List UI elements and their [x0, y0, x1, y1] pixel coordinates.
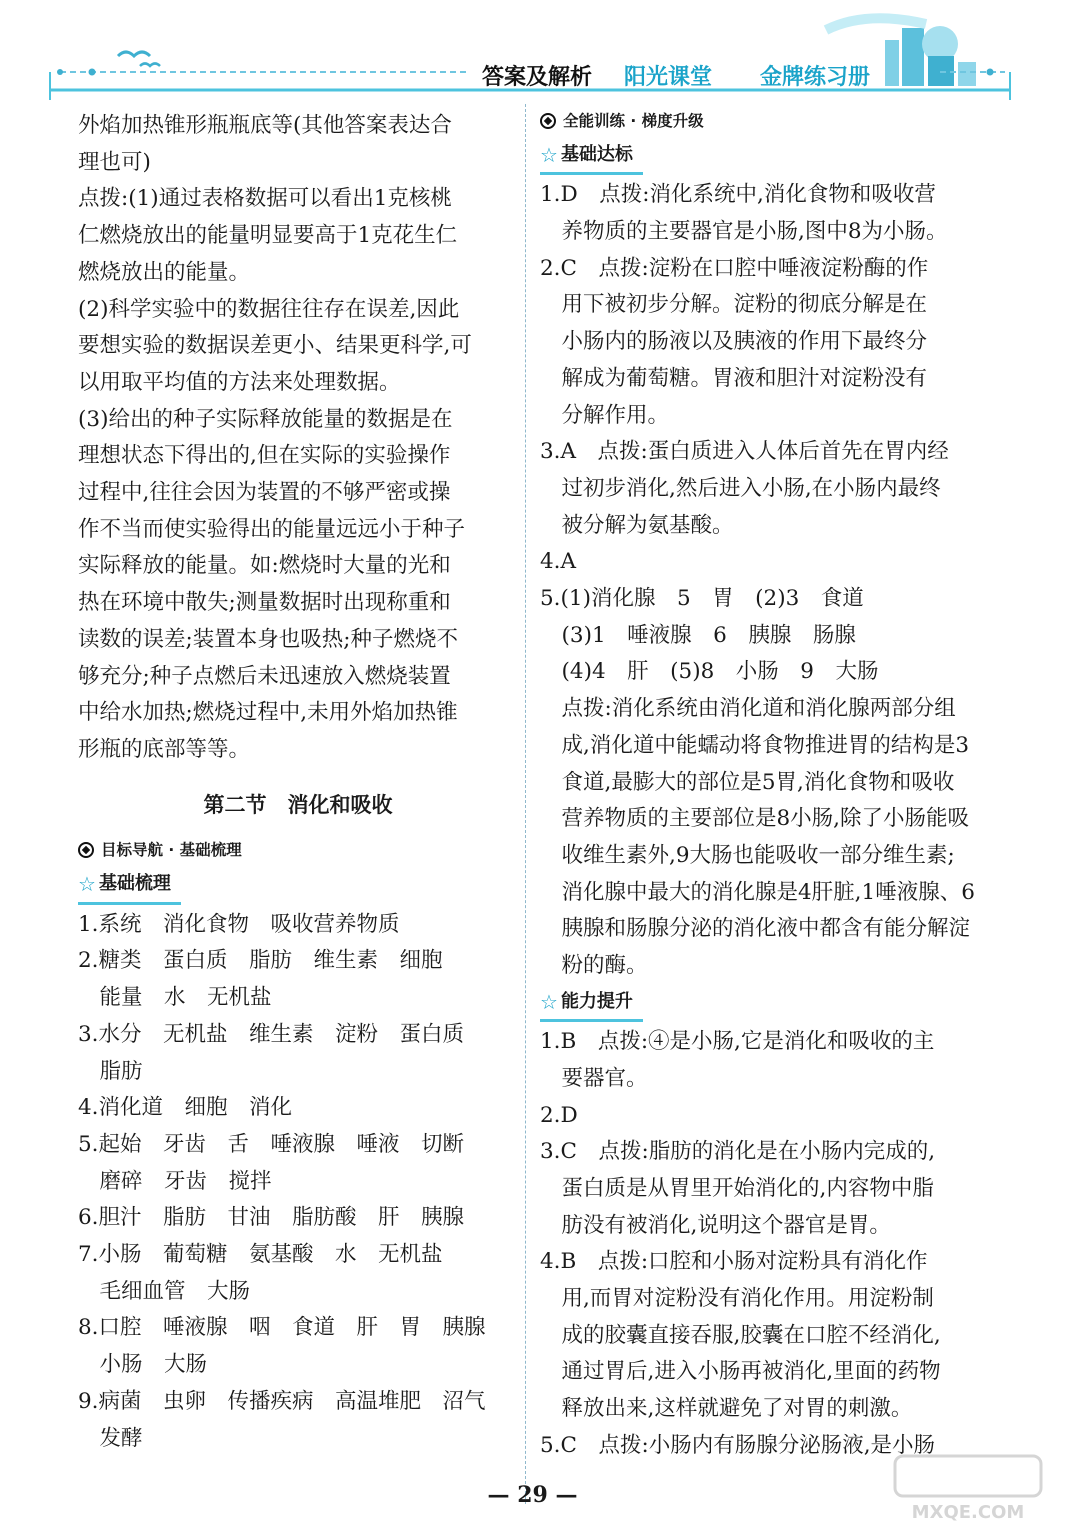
text-line: 理也可): [78, 149, 151, 175]
list-item: 4.消化道 细胞 消化: [78, 1095, 293, 1121]
text-line: (3)给出的种子实际释放能量的数据是在: [78, 406, 453, 432]
answer-line: 养物质的主要器官是小肠,图中8为小肠。: [540, 219, 948, 245]
star-icon: ☆: [540, 989, 558, 1014]
star-icon: ☆: [540, 143, 558, 167]
answer-line: 粉的酶。: [540, 953, 648, 979]
answer-line: 食道,最膨大的部位是5胃,消化食物和吸收: [540, 769, 955, 795]
left-column: [78, 108, 518, 1457]
text-line: 作不当而使实验得出的能量远远小于种子: [78, 516, 466, 542]
list-item: 能量 水 无机盐: [78, 985, 272, 1011]
list-item: 7.小肠 葡萄糖 氨基酸 水 无机盐: [78, 1242, 443, 1268]
answer-line: 蛋白质是从胃里开始消化的,内容物中脂: [540, 1175, 934, 1201]
list-item: 5.起始 牙齿 舌 唾液腺 唾液 切断: [78, 1131, 465, 1157]
answer-line: 3.A 点拨:蛋白质进入人体后首先在胃内经: [540, 439, 949, 465]
watermark-text: MXQE.COM: [911, 1502, 1025, 1523]
list-item: 发酵: [78, 1425, 143, 1451]
right-column: [540, 108, 1000, 1465]
list-item: 8.口腔 唾液腺 咽 食道 肝 胃 胰腺: [78, 1315, 486, 1341]
column-divider: [525, 104, 526, 1504]
text-line: 以用取平均值的方法来处理数据。: [78, 369, 401, 395]
subheading-label: 基础达标: [560, 144, 633, 165]
answer-line: 5.C 点拨:小肠内有肠腺分泌肠液,是小肠: [540, 1432, 936, 1458]
text-line: 够充分;种子点燃后未迅速放入燃烧装置: [78, 663, 451, 689]
subheading: [540, 138, 643, 175]
answer-line: 营养物质的主要部位是8小肠,除了小肠能吸: [540, 806, 970, 832]
answer-line: 1.D 点拨:消化系统中,消化食物和吸收营: [540, 182, 936, 208]
answer-line: 胰腺和肠腺分泌的消化液中都含有能分解淀: [540, 916, 971, 942]
list-item: 磨碎 牙齿 搅拌: [78, 1168, 272, 1194]
page-header: [0, 0, 1065, 100]
list-item: 毛细血管 大肠: [78, 1278, 251, 1304]
answer-line: 4.B 点拨:口腔和小肠对淀粉具有消化作: [540, 1249, 928, 1275]
band-label: 全能训练 · 梯度升级: [563, 111, 704, 130]
answer-line: 解成为葡萄糖。胃液和胆汁对淀粉没有: [540, 365, 928, 391]
section-band: [540, 104, 1000, 138]
left-answer-continuation: [78, 108, 518, 769]
header-title: 答案及解析: [482, 65, 593, 90]
answer-line: (3)1 唾液腺 6 胰腺 肠腺: [540, 622, 856, 648]
subheading-label: 基础梳理: [98, 873, 171, 895]
list-item: 6.胆汁 脂肪 甘油 脂肪酸 肝 胰腺: [78, 1205, 465, 1231]
answer-line: 1.B 点拨:④是小肠,它是消化和吸收的主: [540, 1029, 935, 1055]
text-line: (2)科学实验中的数据往往存在误差,因此: [78, 296, 460, 322]
watermark-logo: [893, 1454, 1043, 1524]
section-band: [78, 833, 518, 867]
text-line: 形瓶的底部等等。: [78, 736, 251, 762]
text-line: 燃烧放出的能量。: [78, 259, 251, 285]
text-line: 要想实验的数据误差更小、结果更科学,可: [78, 333, 472, 359]
text-line: 理想状态下得出的,但在实际的实验操作: [78, 443, 451, 469]
subheading: [78, 868, 181, 905]
header-brand-2: 金牌练习册: [760, 65, 871, 90]
diamond-icon: [78, 842, 94, 858]
band-label: 目标导航 · 基础梳理: [101, 841, 242, 860]
answer-line: 2.C 点拨:淀粉在口腔中唾液淀粉酶的作: [540, 255, 929, 281]
answer-line: (4)4 肝 (5)8 小肠 9 大肠: [540, 659, 879, 685]
answer-line: 分解作用。: [540, 402, 670, 428]
text-line: 外焰加热锥形瓶瓶底等(其他答案表达合: [78, 113, 452, 138]
answer-line: 释放出来,这样就避免了对胃的刺激。: [540, 1396, 913, 1422]
star-icon: ☆: [78, 872, 96, 897]
list-item: 9.病菌 虫卵 传播疾病 高温堆肥 沼气: [78, 1388, 486, 1414]
answer-line: 肪没有被消化,说明这个器官是胃。: [540, 1212, 891, 1238]
text-line: 读数的误差;装置本身也吸热;种子燃烧不: [78, 626, 458, 652]
answer-line: 3.C 点拨:脂肪的消化是在小肠内完成的,: [540, 1139, 936, 1165]
answer-line: 用下被初步分解。淀粉的彻底分解是在: [540, 292, 928, 318]
answer-line: 成的胶囊直接吞服,胶囊在口腔不经消化,: [540, 1322, 941, 1348]
answer-line: 小肠内的肠液以及胰液的作用下最终分: [540, 329, 928, 355]
answer-line: 过初步消化,然后进入小肠,在小肠内最终: [540, 475, 941, 501]
answer-line: 被分解为氨基酸。: [540, 512, 734, 538]
answer-line: 成,消化道中能蠕动将食物推进胃的结构是3: [540, 732, 970, 758]
list-item: 2.糖类 蛋白质 脂肪 维生素 细胞: [78, 948, 443, 974]
text-line: 过程中,往往会因为装置的不够严密或操: [78, 480, 451, 506]
header-brand-1: 阳光课堂: [624, 65, 713, 90]
text-line: 仁燃烧放出的能量明显要高于1克花生仁: [78, 223, 458, 249]
text-line: 点拨:(1)通过表格数据可以看出1克核桃: [78, 186, 452, 212]
answer-line: 用,而胃对淀粉没有消化作用。用淀粉制: [540, 1286, 934, 1312]
list-item: 1.系统 消化食物 吸收营养物质: [78, 911, 400, 937]
diamond-icon: [540, 113, 556, 129]
section-title: 第二节 消化和吸收: [203, 792, 393, 817]
answer-line: 5.(1)消化腺 5 胃 (2)3 食道: [540, 586, 864, 612]
answer-line: 收维生素外,9大肠也能吸收一部分维生素;: [540, 843, 955, 868]
answer-line: 要器官。: [540, 1065, 648, 1091]
subheading-label: 能力提升: [560, 990, 633, 1012]
list-item: 小肠 大肠: [78, 1352, 208, 1378]
basic-answers: [540, 177, 1000, 984]
list-item: 脂肪: [78, 1058, 143, 1084]
answer-line: 通过胃后,进入小肠再被消化,里面的药物: [540, 1359, 941, 1385]
page-number: — 29 —: [487, 1482, 578, 1508]
answer-line: 2.D: [540, 1102, 578, 1128]
basics-list: [78, 907, 518, 1458]
text-line: 中给水加热;燃烧过程中,未用外焰加热锥: [78, 700, 458, 726]
text-line: 热在环境中散失;测量数据时出现称重和: [78, 590, 451, 616]
answer-line: 4.A: [540, 549, 577, 575]
advanced-answers: [540, 1024, 1000, 1464]
list-item: 3.水分 无机盐 维生素 淀粉 蛋白质: [78, 1021, 465, 1047]
answer-line: 点拨:消化系统由消化道和消化腺两部分组: [540, 696, 956, 722]
text-line: 实际释放的能量。如:燃烧时大量的光和: [78, 553, 451, 579]
answer-line: 消化腺中最大的消化腺是4肝脏,1唾液腺、6: [540, 879, 975, 905]
subheading: [540, 985, 643, 1022]
